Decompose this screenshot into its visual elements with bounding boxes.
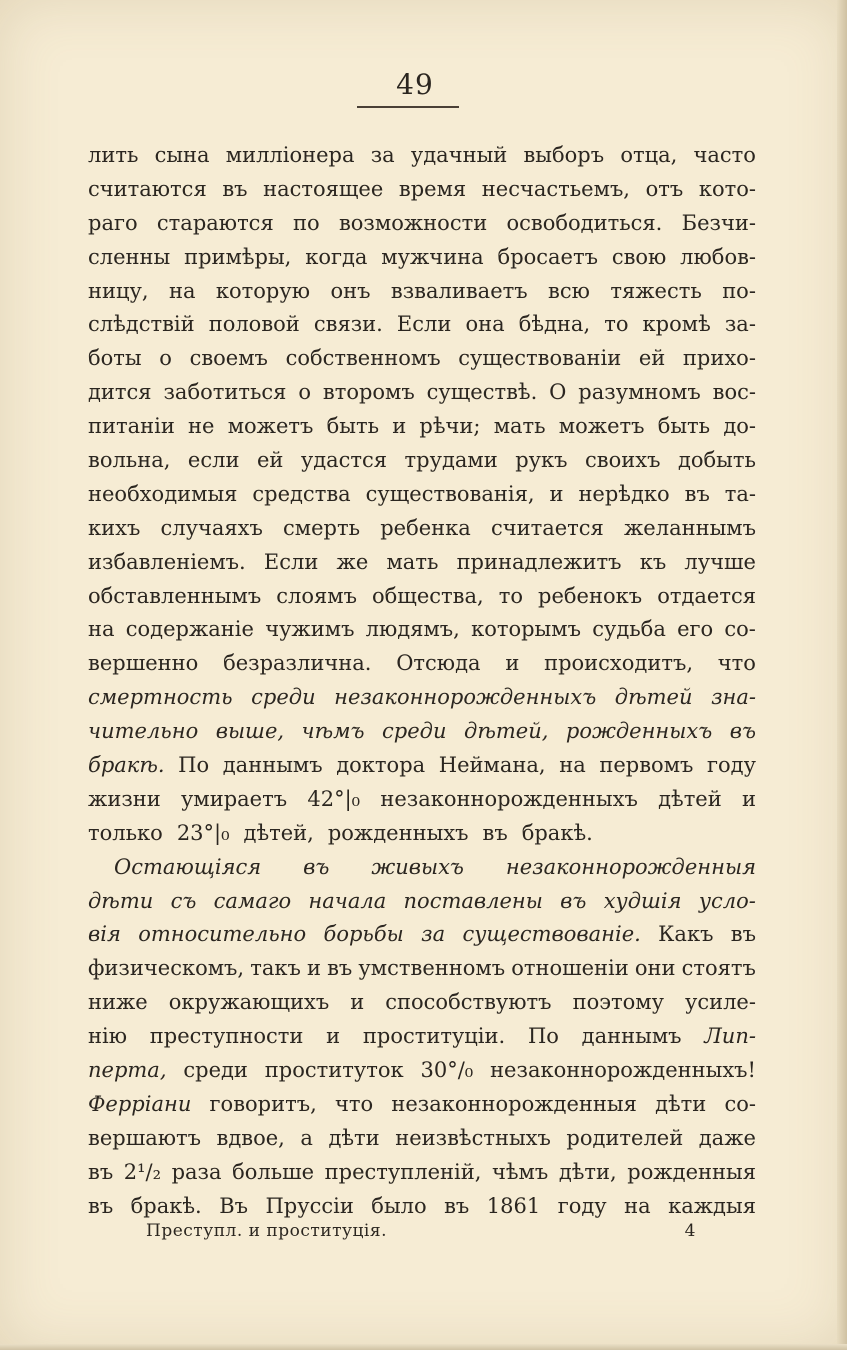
word: дѣти, <box>558 1159 617 1184</box>
word: обставленнымъ <box>88 583 262 608</box>
text-line <box>88 613 756 647</box>
word: 42°|₀ <box>307 786 361 811</box>
word: часто <box>693 143 756 167</box>
word: вос- <box>712 380 756 405</box>
word: ниже <box>88 990 148 1015</box>
word: то <box>498 583 523 608</box>
text-line <box>88 986 756 1020</box>
word: поставлены <box>403 888 543 913</box>
word: ребенокъ <box>538 583 643 608</box>
word: желаннымъ <box>623 515 756 540</box>
word: что <box>334 1091 374 1116</box>
text-line <box>88 207 756 241</box>
word: а <box>300 1125 313 1150</box>
word: Лип- <box>704 1024 756 1049</box>
word: онъ <box>330 278 371 303</box>
word: когда <box>305 244 368 269</box>
word: проституціи. <box>362 1024 506 1049</box>
word: 1861 <box>486 1193 541 1218</box>
word: дѣтей <box>614 685 693 710</box>
word: стоятъ <box>681 956 756 981</box>
word: половой <box>208 312 300 337</box>
word: даннымъ <box>222 753 323 778</box>
word: По <box>527 1024 559 1049</box>
word: и <box>392 414 407 439</box>
word: кото- <box>698 176 756 201</box>
word: принадлежитъ <box>456 549 622 574</box>
word: умираетъ <box>181 786 288 811</box>
footer-signature: Преступл. и проституція. <box>146 1221 387 1241</box>
text-line <box>88 885 756 919</box>
word: въ <box>482 820 508 845</box>
text-line <box>88 1088 756 1122</box>
word: существованіе. <box>462 922 641 947</box>
word: средства <box>252 481 351 506</box>
word: вершаютъ <box>88 1125 201 1150</box>
word: милліонера <box>225 143 355 167</box>
word: отъ <box>645 176 684 201</box>
word: о <box>298 380 311 405</box>
word: году <box>557 1193 607 1218</box>
word: и <box>350 990 365 1015</box>
word: можетъ <box>558 414 645 439</box>
word: въ <box>303 854 330 879</box>
word: лить <box>88 143 139 167</box>
word: выше, <box>215 719 285 744</box>
word: въ <box>444 1193 470 1218</box>
word: примѣры, <box>184 244 292 269</box>
word: больше <box>232 1159 315 1184</box>
text-line <box>88 546 756 580</box>
word: говоритъ, <box>209 1091 317 1116</box>
word: рожденныхъ <box>327 820 469 845</box>
text-line <box>88 715 756 749</box>
word: отношеніи <box>511 956 629 981</box>
word: было <box>371 1193 427 1218</box>
word: своихъ <box>585 448 661 473</box>
word: возможности <box>338 210 488 235</box>
word: рѣчи; <box>419 414 481 439</box>
word: и <box>306 956 321 981</box>
word: лучше <box>684 549 756 574</box>
text-line <box>88 342 756 376</box>
word: незаконнорожденныя <box>505 854 756 879</box>
word: они <box>634 956 676 981</box>
word: со- <box>724 1091 756 1116</box>
word: взваливаетъ <box>390 278 528 303</box>
word: умственномъ <box>358 956 506 981</box>
text-line <box>88 1020 756 1054</box>
word: раго <box>88 210 138 235</box>
word: въ <box>730 922 756 947</box>
word: вія <box>88 922 121 947</box>
word: незаконнорожденныхъ <box>334 685 597 710</box>
text-line <box>88 139 756 173</box>
word: бракѣ. <box>521 820 593 845</box>
word: Пруссіи <box>265 1193 354 1218</box>
text-line <box>88 410 756 444</box>
word: сленны <box>88 244 171 269</box>
word: раза <box>171 1159 222 1184</box>
word: дѣти <box>655 1091 707 1116</box>
word: жизни <box>88 786 161 811</box>
word: окружающихъ <box>168 990 330 1015</box>
word: родителей <box>566 1125 684 1150</box>
word: быть <box>326 414 380 439</box>
word: Ферріани <box>88 1091 192 1116</box>
word: время <box>398 176 467 201</box>
word: въ <box>684 481 710 506</box>
word: неизвѣстныхъ <box>395 1125 551 1150</box>
word: на <box>168 278 196 303</box>
word: настоящее <box>263 176 384 201</box>
word: заботиться <box>163 380 287 405</box>
word: трудами <box>404 448 498 473</box>
word: со- <box>724 617 756 642</box>
word: за- <box>724 312 756 337</box>
word: физическомъ, <box>88 956 245 981</box>
word: чужимъ <box>265 617 355 642</box>
word: ей <box>638 346 666 371</box>
word: судьба <box>592 617 666 642</box>
word: людямъ, <box>365 617 460 642</box>
word: своемъ <box>189 346 268 371</box>
word: до- <box>723 414 756 439</box>
word: чѣмъ <box>301 719 365 744</box>
word: слоямъ <box>276 583 357 608</box>
text-line <box>88 580 756 614</box>
word: первомъ <box>599 753 694 778</box>
text-line <box>88 647 756 681</box>
word: въ <box>222 176 248 201</box>
word: чѣмъ <box>492 1159 549 1184</box>
word: необходимыя <box>88 481 238 506</box>
text-line <box>88 749 756 783</box>
word: если <box>187 448 240 473</box>
page-footer <box>146 1221 696 1241</box>
word: на <box>624 1193 651 1218</box>
word: въ <box>560 888 587 913</box>
word: Остающіяся <box>114 854 262 879</box>
text-line <box>88 817 756 851</box>
word: рожденныя <box>627 1159 756 1184</box>
word: кихъ <box>88 515 141 540</box>
footer-sheet-number: 4 <box>684 1221 696 1241</box>
word: отдается <box>657 583 756 608</box>
word: второмъ <box>322 380 415 405</box>
word: бракѣ. <box>130 1193 202 1218</box>
page-number: 49 <box>396 68 434 101</box>
word: связи. <box>313 312 383 337</box>
word: всю <box>548 278 590 303</box>
word: отца, <box>620 143 678 167</box>
word: способствуютъ <box>385 990 552 1015</box>
word: ребенка <box>380 515 471 540</box>
word: дѣтей, <box>243 820 314 845</box>
word: тяжесть <box>610 278 702 303</box>
word: даже <box>698 1125 756 1150</box>
word: существованія, <box>365 481 535 506</box>
page-edge-right <box>837 0 847 1350</box>
word: бѣдна, <box>518 312 591 337</box>
word: среди <box>382 719 447 744</box>
word: смертность <box>88 685 233 710</box>
word: среди <box>183 1058 248 1083</box>
word: Неймана, <box>438 753 546 778</box>
word: та- <box>724 481 756 506</box>
word: доктора <box>336 753 426 778</box>
word: нерѣдко <box>578 481 670 506</box>
word: и <box>742 786 756 811</box>
word: собственномъ <box>285 346 441 371</box>
word: за <box>421 922 446 947</box>
word: освободиться. <box>506 210 663 235</box>
word: году <box>707 753 756 778</box>
word: вдвое, <box>216 1125 285 1150</box>
word: начала <box>308 888 387 913</box>
word: Въ <box>219 1193 248 1218</box>
word: мужчина <box>381 244 484 269</box>
text-line <box>88 851 756 885</box>
text-line <box>88 241 756 275</box>
word: въ <box>88 1193 114 1218</box>
word: усиле- <box>684 990 756 1015</box>
word: живыхъ <box>371 854 464 879</box>
word: дѣти <box>328 1125 380 1150</box>
word: за <box>370 143 395 167</box>
word: она <box>465 312 505 337</box>
word: Отсюда <box>396 651 481 676</box>
word: въ <box>327 956 353 981</box>
word: проституток <box>264 1058 404 1083</box>
word: содержаніе <box>125 617 254 642</box>
word: перта, <box>88 1058 167 1083</box>
word: существованіи <box>458 346 622 371</box>
word: мать <box>493 414 546 439</box>
word: не <box>188 414 215 439</box>
text-line <box>88 308 756 342</box>
word: бросаетъ <box>497 244 598 269</box>
text-line <box>88 952 756 986</box>
word: по <box>293 210 320 235</box>
text-line <box>88 1156 756 1190</box>
word: избавленіемъ. <box>88 549 246 574</box>
word: Безчи- <box>681 210 756 235</box>
header-rule <box>357 106 459 108</box>
page-edge-bottom <box>0 1344 847 1350</box>
word: усло- <box>698 888 756 913</box>
word: смерть <box>283 515 361 540</box>
word: поэтому <box>572 990 664 1015</box>
word: и <box>505 651 520 676</box>
word: ницу, <box>88 278 149 303</box>
word: По <box>178 753 210 778</box>
word: преступности <box>149 1024 304 1049</box>
word: стараются <box>156 210 274 235</box>
word: можетъ <box>227 414 314 439</box>
word: выборъ <box>523 143 605 167</box>
word: незаконнорожденныхъ <box>380 786 638 811</box>
word: несчастьемъ, <box>481 176 630 201</box>
word: по- <box>722 278 756 303</box>
word: дѣтей <box>658 786 722 811</box>
word: питаніи <box>88 414 175 439</box>
word: съ <box>170 888 197 913</box>
word: безразлична. <box>223 651 372 676</box>
word: прихо- <box>682 346 756 371</box>
word: считается <box>490 515 604 540</box>
word: Какъ <box>658 922 714 947</box>
word: существѣ. <box>426 380 538 405</box>
word: и <box>549 481 564 506</box>
text-line <box>88 681 756 715</box>
text-line <box>88 275 756 309</box>
word: преступленій, <box>324 1159 482 1184</box>
word: дѣтей, <box>464 719 549 744</box>
word: къ <box>639 549 667 574</box>
word: нію <box>88 1024 127 1049</box>
word: о <box>159 346 172 371</box>
word: зна- <box>711 685 756 710</box>
word: удастся <box>300 448 388 473</box>
word: незаконнорожденныхъ! <box>490 1058 756 1083</box>
word: каждыя <box>668 1193 756 1218</box>
word: 2¹/₂ <box>123 1159 162 1184</box>
word: рожденныхъ <box>565 719 713 744</box>
word: его <box>677 617 714 642</box>
word: случаяхъ <box>160 515 263 540</box>
word: въ <box>88 1159 114 1184</box>
word: такъ <box>250 956 301 981</box>
text-line <box>88 512 756 546</box>
word: ей <box>256 448 284 473</box>
word: которую <box>215 278 311 303</box>
word: незаконнорожденныя <box>391 1091 637 1116</box>
word: добыть <box>677 448 756 473</box>
word: чительно <box>88 719 199 744</box>
word: которымъ <box>471 617 581 642</box>
word: О <box>549 380 567 405</box>
word: даннымъ <box>581 1024 682 1049</box>
text-line <box>88 376 756 410</box>
word: самаго <box>213 888 292 913</box>
word: Если <box>263 549 319 574</box>
word: Если <box>396 312 452 337</box>
word: мать <box>386 549 439 574</box>
text-body <box>88 139 756 1224</box>
text-line <box>88 173 756 207</box>
word: слѣдствій <box>88 312 195 337</box>
word: въ <box>729 719 756 744</box>
word: на <box>88 617 115 642</box>
word: удачный <box>410 143 508 167</box>
text-line <box>88 783 756 817</box>
word: боты <box>88 346 142 371</box>
text-line <box>88 1054 756 1088</box>
word: вольна, <box>88 448 171 473</box>
text-line <box>88 1190 756 1224</box>
word: дится <box>88 380 152 405</box>
word: 23°|₀ <box>176 820 230 845</box>
word: свою <box>611 244 667 269</box>
word: считаются <box>88 176 207 201</box>
text-line <box>88 444 756 478</box>
word: происходитъ, <box>544 651 694 676</box>
word: вершенно <box>88 651 199 676</box>
word: сына <box>154 143 210 167</box>
word: кромѣ <box>642 312 711 337</box>
word: то <box>604 312 629 337</box>
text-line <box>88 1122 756 1156</box>
word: общества, <box>372 583 484 608</box>
word: среди <box>251 685 316 710</box>
word: 30°/₀ <box>420 1058 474 1083</box>
word: же <box>336 549 369 574</box>
word: быть <box>657 414 711 439</box>
word: бракѣ. <box>88 753 165 778</box>
word: только <box>88 820 163 845</box>
word: и <box>326 1024 341 1049</box>
word: дѣти <box>88 888 154 913</box>
word: относительно <box>138 922 307 947</box>
word: любов- <box>680 244 756 269</box>
word: рукъ <box>515 448 568 473</box>
word: что <box>717 651 756 676</box>
text-line <box>88 918 756 952</box>
text-line <box>88 478 756 512</box>
word: на <box>559 753 586 778</box>
word: разумномъ <box>578 380 701 405</box>
word: борьбы <box>323 922 404 947</box>
word: худшія <box>603 888 682 913</box>
